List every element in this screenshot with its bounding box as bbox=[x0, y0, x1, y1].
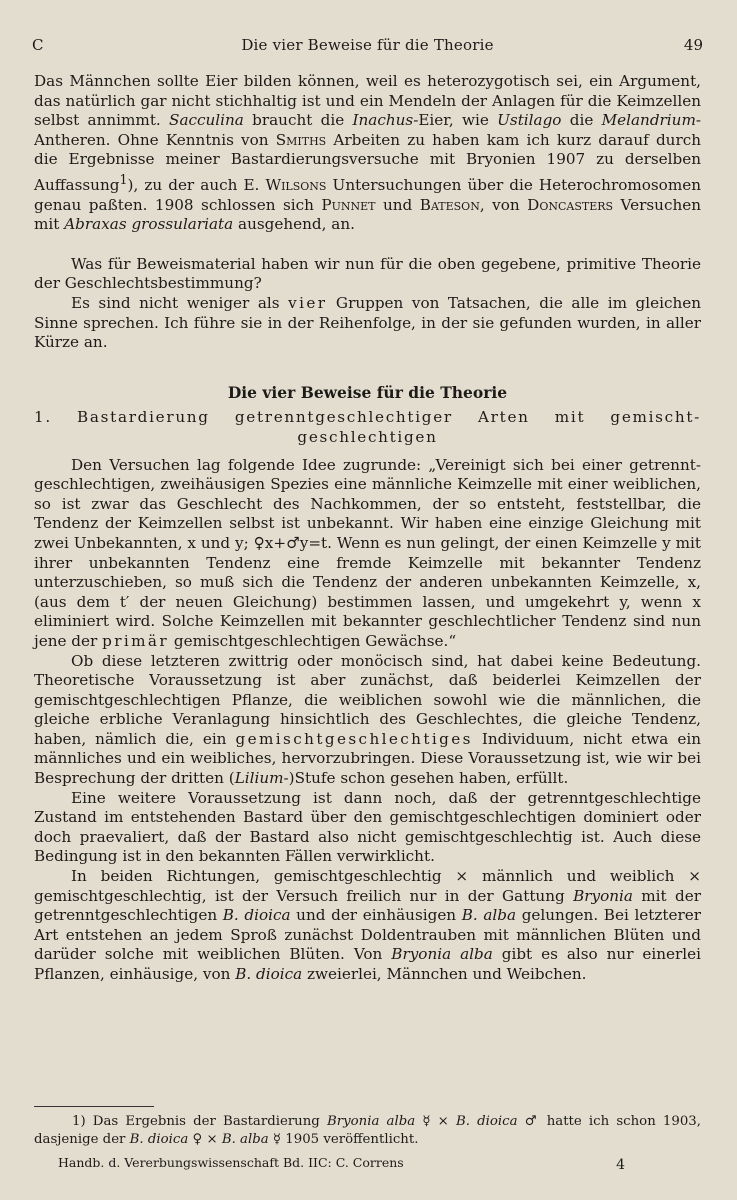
text-run: )Stufe schon gesehen haben, erfüllt. bbox=[288, 769, 569, 788]
paragraph-5 bbox=[34, 652, 701, 789]
italic-run: Sacculina bbox=[169, 111, 244, 130]
text-run: Es sind nicht weniger als bbox=[71, 294, 289, 312]
subsection-heading-line-2: geschlechtigen bbox=[297, 427, 438, 446]
italic-run: B. alba bbox=[461, 906, 517, 925]
text-run: Arbeiten zu haben kam ich kurz darauf durch die Ergebnisse meiner Bastardierungsversuche mit Bryonien 1907 zu derselben Auffassung bbox=[34, 130, 701, 195]
text-run: mit der getrenntgeschlechtigen bbox=[34, 886, 701, 925]
italic-run: Bryonia alba bbox=[391, 945, 493, 964]
italic-run: B. dioica bbox=[129, 1132, 189, 1147]
running-header bbox=[32, 36, 703, 58]
footnote bbox=[34, 1113, 701, 1149]
footer-signature-number: 4 bbox=[616, 1157, 625, 1173]
text-run: ), zu der auch E. bbox=[127, 176, 266, 195]
text-run: gemischtgeschlechtigen Gewächse.“ bbox=[169, 631, 457, 650]
page-number: 49 bbox=[683, 36, 703, 54]
text-run: und der einhäusigen bbox=[290, 906, 462, 925]
header-title: Die vier Beweise für die Theorie bbox=[241, 36, 494, 54]
text-run: gelungen. Bei letzterer Art entstehen an jedem Sproß zunächst Doldentrauben mit männlichen Blüten und darüder solche mit weiblichen Blüten. Von bbox=[34, 906, 701, 964]
text-run: die bbox=[561, 111, 602, 130]
footnote-rule bbox=[34, 1106, 154, 1107]
italic-run: B. alba bbox=[221, 1132, 269, 1147]
page-footer bbox=[58, 1155, 625, 1173]
footnote-ref: 1 bbox=[119, 171, 128, 187]
author-name: Doncasters bbox=[527, 195, 614, 214]
footnote-1 bbox=[34, 1113, 701, 1149]
text-run: und bbox=[375, 195, 420, 214]
author-name: Smiths bbox=[275, 130, 327, 149]
spaced-emphasis: gemischtgeschlechtiges bbox=[235, 729, 473, 748]
text-run: zweierlei, Männchen und Weibchen. bbox=[302, 965, 587, 983]
text-run: Gruppen von Tatsachen, die alle im gleichen Sinne sprechen. Ich führe sie in der Reihenfolge, in der sie gefunden wurden, in aller Kürze an. bbox=[34, 294, 701, 352]
text-run: ♀ × bbox=[188, 1132, 222, 1147]
paragraph-7 bbox=[34, 867, 701, 985]
text-run: Untersuchungen über die Heterochromosomen genau paßten. 1908 schlossen sich bbox=[34, 176, 701, 214]
italic-run: Melandrium bbox=[601, 111, 696, 130]
text-run: Das Männchen sollte Eier bilden können, weil es heterozygotisch sei, ein Argument, das natürlich gar nicht stichhaltig ist und ein Mendeln der Anlagen für die Keimzellen selbst annimmt. bbox=[34, 72, 701, 130]
author-name: Punnet bbox=[321, 195, 376, 214]
text-run: ☿ 1905 veröffentlicht. bbox=[268, 1132, 419, 1147]
spaced-emphasis: primär bbox=[102, 631, 170, 650]
text-run: ausgehend, an. bbox=[233, 215, 355, 234]
body-text bbox=[34, 72, 701, 985]
italic-run: B. dioica bbox=[222, 906, 291, 925]
italic-run: Lilium- bbox=[234, 769, 289, 788]
author-name: Bateson bbox=[419, 195, 480, 214]
text-run: 1) Das Ergebnis der Bastardierung bbox=[72, 1114, 327, 1129]
italic-run: Inachus bbox=[352, 111, 414, 130]
italic-run: Abraxas grossulariata bbox=[64, 215, 234, 234]
italic-run: Bryonia alba bbox=[327, 1114, 416, 1129]
text-run: Ob diese letzteren zwittrig oder monöcisch sind, hat dabei keine Bedeutung. Theoretische Voraussetzung ist aber zunächst, daß beiderlei Keimzellen der gemischtgeschlechtigen Pflanze, die weiblichen sowohl wie die männlichen, die gleiche erbliche Veranlagung hinsichtlich des Geschlechtes, die gleiche Tendenz, haben, nämlich die, ein bbox=[34, 651, 701, 748]
paragraph-3 bbox=[34, 294, 701, 353]
paragraph-1 bbox=[34, 72, 701, 235]
text-run: Den Versuchen lag folgende Idee zugrunde: „Vereinigt sich bei einer getrennt-geschlechtigen, zweihäusigen Spezies eine männliche Keimzelle mit einer weiblichen, so ist zwar das Geschlecht des Nachkommen, der so entsteht, feststellbar, die Tendenz der Keimzellen selbst ist unbekannt. Wir haben eine einzige Gleichung mit zwei Unbekannten, x und y; ♀x+♂y=t. Wenn es nun gelingt, der einen Keimzelle y mit ihrer unbekannten Tendenz eine fremde Keimzelle mit bekannter Tendenz unterzuschieben, so muß sich die Tendenz der anderen unbekannten Keimzelle, x, (aus dem t′ der neuen Gleichung) bestimmen lassen, und umgekehrt y, wenn x eliminiert wird. Solche Keimzellen mit bekannter geschlechtlicher Tendenz sind nun jene der bbox=[34, 455, 701, 650]
author-name: Wilsons bbox=[265, 176, 327, 195]
text-run: , von bbox=[479, 195, 528, 214]
header-section-letter: C bbox=[32, 36, 44, 54]
paragraph-6: Eine weitere Voraussetzung ist dann noch, daß der getrenntgeschlechtige Zustand im entstehenden Bastard über den gemischtgeschlechtigen dominiert oder doch praevaliert, daß der Bastard also nicht gemischtgeschlechtig ist. Auch diese Bedingung ist in den bekannten Fällen verwirklicht. bbox=[34, 788, 701, 866]
subsection-heading-line-1: 1. Bastardierung getrenntgeschlechtiger Arten mit gemischt- bbox=[34, 408, 701, 427]
italic-run: B. dioica bbox=[235, 965, 303, 983]
footer-citation: Handb. d. Vererbungswissenschaft Bd. IIC: C. Correns bbox=[58, 1155, 404, 1170]
text-run: In beiden Richtungen, gemischtgeschlechtig × männlich und weiblich × gemischtgeschlechtig, ist der Versuch freilich nur in der Gattung bbox=[34, 867, 701, 905]
text-run: -Eier, wie bbox=[413, 111, 498, 130]
text-run: Versuchen mit bbox=[34, 195, 701, 234]
text-run: Individuum, nicht etwa ein männliches und ein weibliches, hervorzubringen. Diese Voraussetzung ist, wie wir bei Besprechung der dritten ( bbox=[34, 729, 701, 788]
text-run: ☿ × bbox=[415, 1114, 456, 1129]
subsection-heading bbox=[34, 408, 701, 447]
spaced-emphasis: vier bbox=[288, 294, 328, 312]
paragraph-2: Was für Beweismaterial haben wir nun für die oben gegebene, primitive Theorie der Geschlechtsbestimmung? bbox=[34, 254, 701, 293]
paragraph-4 bbox=[34, 456, 701, 652]
text-run: gibt es also nur einerlei Pflanzen, einhäusige, von bbox=[34, 945, 701, 983]
text-run: -Antheren. Ohne Kenntnis von bbox=[34, 111, 701, 149]
text-run: braucht die bbox=[243, 111, 353, 130]
section-heading: Die vier Beweise für die Theorie bbox=[227, 382, 508, 402]
text-run: ♂ hatte ich schon 1903, dasjenige der bbox=[34, 1114, 701, 1147]
italic-run: Ustilago bbox=[497, 111, 562, 130]
italic-run: B. dioica bbox=[455, 1114, 518, 1129]
italic-run: Bryonia bbox=[573, 886, 633, 905]
